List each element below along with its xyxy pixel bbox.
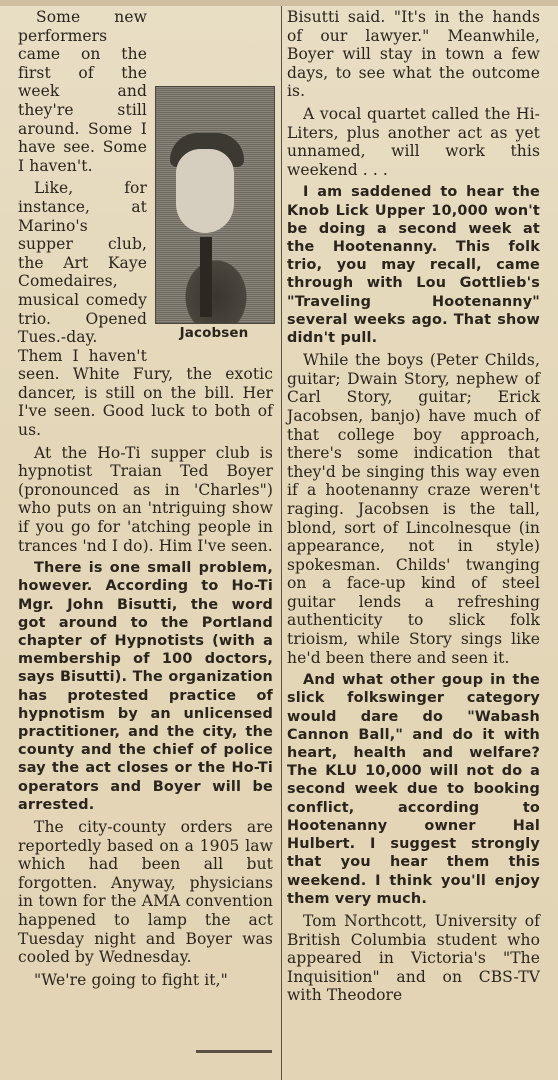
- paragraph: Tom Northcott, University of British Columbia student who appeared in Victoria's "The Inquisition" and on CBS-TV with Theodore: [287, 911, 540, 1005]
- bold-paragraph: There is one small problem, however. According to Ho-Ti Mgr. John Bisutti, the word got around to the Portland chapter of Hypnotists (with a membership of 100 doctors, says Bisutti). The organization has protested practice of hypnotism by an unlicensed practitioner, and the city, the county and the chief of police say the act closes or the Ho-Ti operators and Boyer will be arrested.: [18, 560, 273, 813]
- paragraph: Bisutti said. "It's in the hands of our lawyer." Meanwhile, Boyer will stay in town a few days, to see what the outcome is.: [287, 8, 540, 101]
- column-rule: [281, 6, 282, 1080]
- photo-caption: Jacobsen: [179, 325, 249, 341]
- paragraph: Some new performers came on the first of the week and they're still around. Some I have see. Some I haven't.: [18, 8, 147, 175]
- paragraph: While the boys (Peter Childs, guitar; Dwain Story, nephew of Carl Story, guitar; Erick Jacobsen, banjo) have much of that college boy approach, there's some indication that they'd be singing this way even if a hootenanny craze weren't raging. Jacobsen is the tall, blond, sort of Lincolnesque (in appearance, not in style) spokesman. Childs' twanging on a face-up kind of steel guitar lends a refreshing authenticity to slick folk trioism, while Story sings like he'd been there and seen it.: [287, 351, 540, 667]
- bold-paragraph: I am saddened to hear the Knob Lick Upper 10,000 won't be doing a second week at the Hootenanny. This folk trio, you may recall, came through with Lou Gottlieb's "Traveling Hootenanny" several weeks ago. That show didn't pull.: [287, 184, 540, 346]
- column-2: [287, 8, 540, 1009]
- paragraph: A vocal quartet called the Hi-Liters, plus another act as yet unnamed, will work this weekend . . .: [287, 104, 540, 179]
- paragraph: Like, for instance, at Marino's supper club, the Art Kaye Comedaires, musical comedy trio. Opened Tues.-day. Them I haven't seen. White Fury, the exotic dancer, is still on the bill. Her I've seen. Good luck to both of us.: [18, 179, 273, 440]
- portrait-image: [155, 86, 275, 324]
- end-rule: [196, 1050, 272, 1053]
- paragraph: The city-county orders are reportedly based on a 1905 law which had been all but forgotten. Anyway, physicians in town for the AMA convention happened to lamp the act Tuesday night and Boyer was cooled by Wednesday.: [18, 818, 273, 967]
- portrait-tie: [200, 237, 212, 317]
- paragraph: "We're going to fight it,": [34, 970, 228, 989]
- paragraph: At the Ho-Ti supper club is hypnotist Traian Ted Boyer (pronounced as in 'Charles") who puts on an 'ntriguing show if you go for 'atching people in trances 'nd I do). Him I've seen.: [18, 443, 273, 555]
- column-1: [18, 8, 273, 993]
- top-rule: [0, 0, 558, 6]
- jacobsen-photo: [155, 86, 273, 344]
- portrait-face: [176, 149, 234, 233]
- bold-paragraph: And what other goup in the slick folkswinger category would dare do "Wabash Cannon Ball," and do it with heart, health and welfare? The KLU 10,000 will not do a second week due to booking conflict, according to Hootenanny owner Hal Hulbert. I suggest strongly that you hear them this weekend. I think you'll enjoy them very much.: [287, 672, 540, 907]
